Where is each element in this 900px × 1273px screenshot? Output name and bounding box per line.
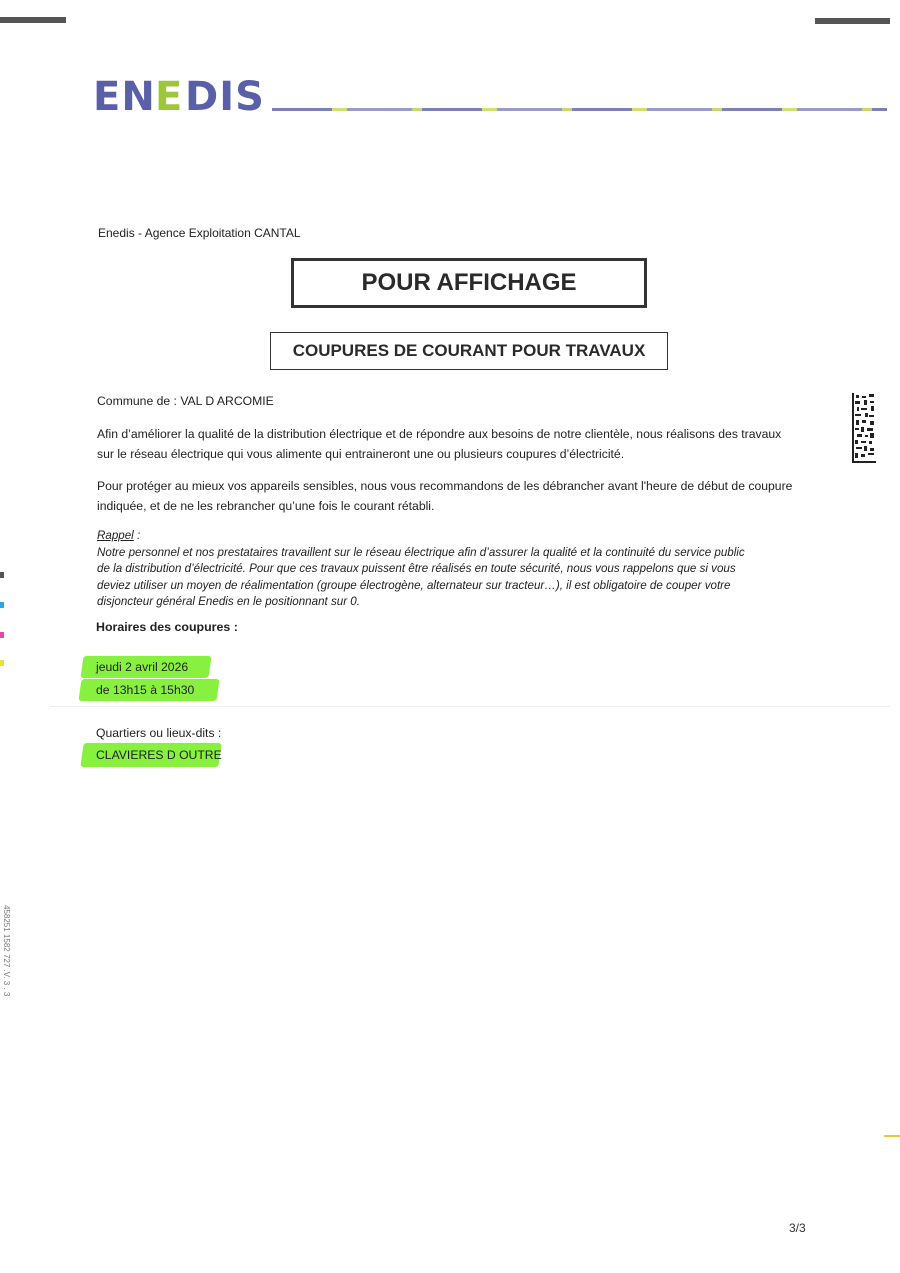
schedule-date: jeudi 2 avril 2026 (96, 660, 189, 674)
svg-text:EN: EN (93, 74, 156, 118)
print-marker-cyan (0, 602, 4, 608)
paragraph-1-line-1: Afin d’améliorer la qualité de la distribution électrique et de répondre aux besoins de notre clientèle, nous réalisons des travaux (97, 427, 782, 441)
schedule-time: de 13h15 à 15h30 (96, 683, 195, 697)
rappel-line-1: Notre personnel et nos prestataires travaillent sur le réseau électrique afin d’assurer la qualité et la continuité du service public (97, 545, 745, 559)
svg-text:DIS: DIS (185, 74, 263, 118)
side-scan-code: 458251 1582 727 .V. 3 . 3 (2, 905, 11, 997)
paragraph-2-line-1: Pour protéger au mieux vos appareils sensibles, nous vous recommandons de les débrancher avant l'heure de début de coupure (97, 479, 793, 493)
datamatrix-code (852, 393, 876, 463)
subtitle-coupures: COUPURES DE COURANT POUR TRAVAUX (270, 332, 668, 370)
rappel-label: Rappel (97, 529, 134, 542)
print-marker-magenta (0, 632, 4, 638)
rappel-block (97, 528, 817, 611)
page-number: 3/3 (789, 1221, 806, 1235)
paragraph-1-line-2: sur le réseau électrique qui vous alimente qui entraineront une ou plusieurs coupures d’électricité. (97, 447, 625, 461)
agency-name: Enedis - Agence Exploitation CANTAL (98, 226, 301, 240)
rappel-colon: : (133, 529, 141, 542)
commune: Commune de : VAL D ARCOMIE (97, 394, 274, 408)
rappel-line-2: de la distribution d’électricité. Pour que ces travaux puissent être réalisés en toute sécurité, nous vous rappelons que si vous (97, 562, 736, 575)
scan-edge-top-right (815, 18, 890, 24)
print-marker-yellow (0, 660, 4, 666)
logo-rule (272, 108, 887, 111)
title-pour-affichage: POUR AFFICHAGE (291, 258, 647, 308)
location-place: CLAVIERES D OUTRE (96, 748, 222, 762)
rappel-line-4: disjoncteur général Enedis en le positionnant sur 0. (97, 595, 360, 608)
paragraph-1 (97, 424, 817, 464)
paragraph-2 (97, 476, 817, 516)
print-marker-yellow-right (884, 1135, 900, 1137)
schedule-heading: Horaires des coupures : (96, 620, 238, 634)
locations-heading: Quartiers ou lieux-dits : (96, 726, 222, 740)
enedis-logo-graphic (93, 74, 263, 118)
faint-scan-line (50, 706, 890, 707)
paragraph-2-line-2: indiquée, et de ne les rebrancher qu’une fois le courant rétabli. (97, 499, 435, 513)
enedis-logo (93, 74, 263, 127)
print-marker-gray (0, 572, 4, 578)
rappel-line-3: deviez utiliser un moyen de réalimentation (groupe électrogène, alternateur sur tracteur…), il est obligatoire de couper votre (97, 578, 731, 592)
svg-text:E: E (155, 74, 184, 118)
rappel-heading (97, 528, 817, 545)
scan-edge-top-left (0, 17, 66, 23)
